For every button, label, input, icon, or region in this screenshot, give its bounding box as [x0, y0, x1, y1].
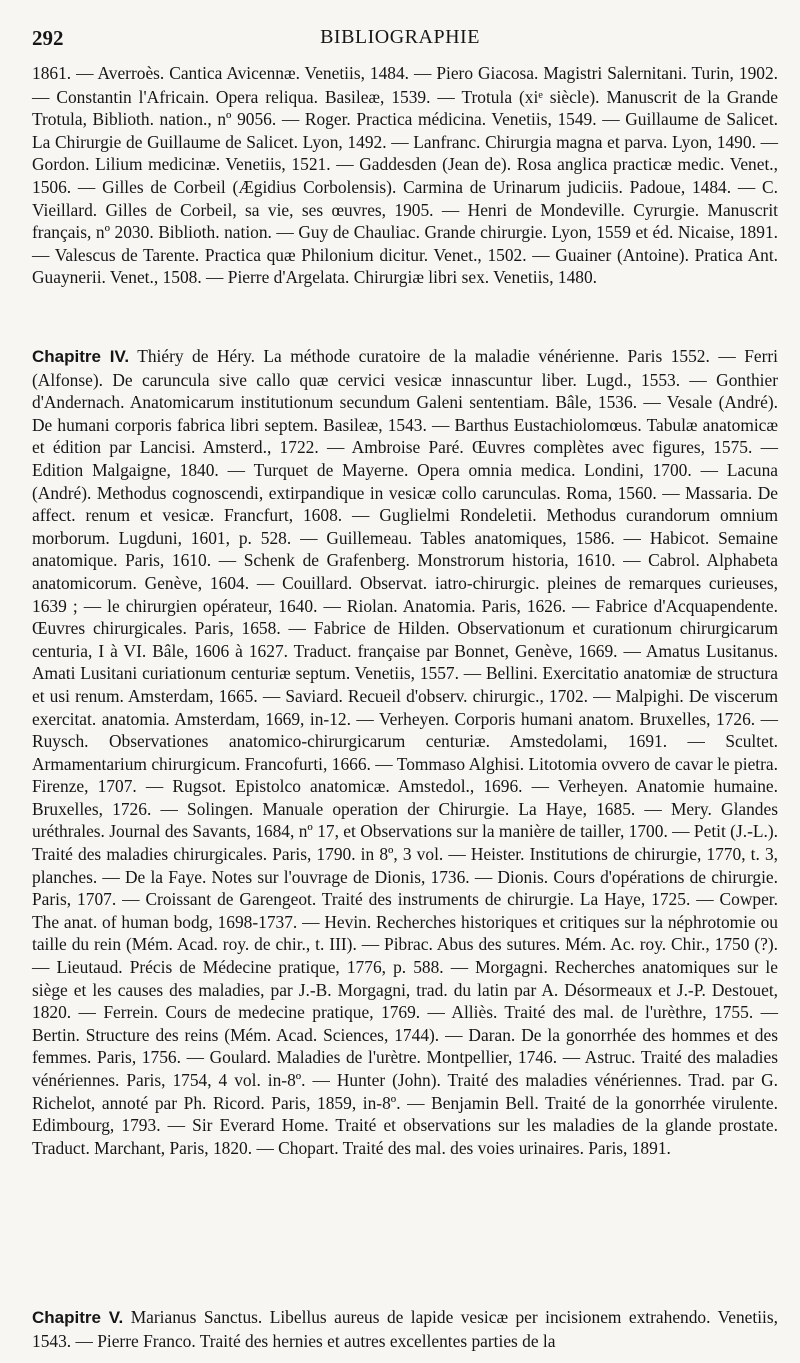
chapter-label: Chapitre IV.: [32, 347, 130, 366]
chapter-label: Chapitre V.: [32, 1308, 124, 1327]
paragraph-text: Thiéry de Héry. La méthode curatoire de la maladie vénérienne. Paris 1552. — Ferri (Alfonse). De caruncula sive callo quæ cervici vesicæ innascuntur liber. Lugd., 1553. — Gonthier d'Andernach. Anatomicarum institutionum secundum Galeni sententiam. Bâle, 1536. — Vesale (André). De humani corporis fabrica libri septem. Basileæ, 1543. — Barthus Eustachiolomœus. Tabulæ anatomicæ et édition par Lancisi. Amsterd., 1722. — Ambroise Paré. Œuvres complètes avec figures, 1575. — Edition Malgaigne, 1840. — Turquet de Mayerne. Opera omnia medica. Londini, 1700. — Lacuna (André). Methodus cognoscendi, extirpandique in vesicæ collo carunculas. Roma, 1560. — Massaria. De affect. renum et vesicæ. Francfurt, 1608. — Guglielmi Rondeletii. Methodus curandorum omnium morborum. Lugduni, 1601, p. 528. — Guillemeau. Tables anatomiques, 1586. — Habicot. Semaine anatomique. Paris, 1610. — Schenk de Grafenberg. Monstrorum historia, 1610. — Cabrol. Alphabeta anatomicorum. Genève, 1604. — Couillard. Observat. iatro-chirurgic. pleines de remarques curieuses, 1639 ; — le chirurgien opérateur, 1640. — Riolan. Anatomia. Paris, 1626. — Fabrice d'Acquapendente. Œuvres chirurgicales. Paris, 1658. — Fabrice de Hilden. Observationum et curationum chirurgicarum centuria, I à VI. Bâle, 1606 à 1627. Traduct. française par Bonnet, Genève, 1669. — Amatus Lusitanus. Amati Lusitani curiationum centuriæ septum. Venetiis, 1557. — Bellini. Exercitatio anatomiæ de structura et usi renum. Amsterdam, 1665. — Saviard. Recueil d'observ. chirurgic., 1702. — Malpighi. De viscerum exercitat. anatomia. Amsterdam, 1669, in-12. — Verheyen. Corporis humani anatom. Bruxelles, 1726. — Ruysch. Observationes anatomico-chirurgicarum centuriæ. Amstedolami, 1691. — Scultet. Armamentarium chirurgicum. Francofurti, 1666. — Tommaso Alghisi. Litotomia ovvero de cavar le pietra. Firenze, 1707. — Rugsot. Epistolco anatomicæ. Amstedol., 1696. — Verheyen. Anatomie humaine. Bruxelles, 1726. — Solingen. Manuale operation der Chirurgie. La Haye, 1685. — Mery. Glandes uréthrales. Journal des Savants, 1684, nº 17, et Observations sur la manière de tailler, 1700. — Petit (J.-L.). Traité des maladies chirurgicales. Paris, 1790. in 8º, 3 vol. — Heister. Institutions de chirurgie, 1770, t. 3, planches. — De la Faye. Notes sur l'ouvrage de Dionis, 1736. — Dionis. Cours d'opérations de chirurgie. Paris, 1707. — Croissant de Garengeot. Traité des instruments de chirurgie. La Haye, 1725. — Cowper. The anat. of human bodg, 1698-1737. — Hevin. Recherches historiques et critiques sur la néphrotomie ou taille du rein (Mém. Acad. roy. de chir., t. III). — Pibrac. Abus des sutures. Mém. Ac. roy. Chir., 1750 (?). — Lieutaud. Précis de Médecine pratique, 1776, p. 588. — Morgagni. Recherches anatomiques sur le siège et les causes des maladies, par J.-B. Morgagni, trad. du latin par A. Désormeaux et J.-P. Destouet, 1820. — Ferrein. Cours de medecine pratique, 1769. — Alliès. Traité des mal. de l'urèthre, 1755. — Bertin. Structure des reins (Mém. Acad. Sciences, 1744). — Daran. De la gonorrhée des hommes et des femmes. Paris, 1756. — Goulard. Maladies de l'urètre. Montpellier, 1746. — Astruc. Traité des maladies vénériennes. Paris, 1754, 4 vol. in-8º. — Hunter (John). Traité des maladies vénériennes. Trad. par G. Richelot, annoté par Ph. Ricord. Paris, 1859, in-8º. — Benjamin Bell. Traité de la gonorrhée virulente. Edimbourg, 1793. — Sir Everard Home. Traité et observations sur les maladies de la glande prostate. Traduct. Marchant, Paris, 1820. — Chopart. Traité des mal. des voies urinaires. Paris, 1891.: [32, 346, 778, 1158]
page-number: 292: [32, 26, 64, 50]
paragraph-text: Marianus Sanctus. Libellus aureus de lapide vesicæ per incisionem extrahendo. Venetiis, 1543. — Pierre Franco. Traité des hernies et autres excellentes parties de la: [32, 1307, 778, 1351]
paragraph-text: 1861. — Averroès. Cantica Avicennæ. Venetiis, 1484. — Piero Giacosa. Magistri Salernitani. Turin, 1902. — Constantin l'Africain. Opera reliqua. Basileæ, 1539. — Trotula (xiᵉ siècle). Manuscrit de la Grande Trotula, Biblioth. nation., nº 9056. — Roger. Practica médicina. Venetiis, 1549. — Guillaume de Salicet. La Chirurgie de Guillaume de Salicet. Lyon, 1492. — Lanfranc. Chirurgia magna et parva. Lyon, 1490. — Gordon. Lilium medicinæ. Venetiis, 1521. — Gaddesden (Jean de). Rosa anglica practicæ medic. Venet., 1506. — Gilles de Corbeil (Ægidius Corbolensis). Carmina de Urinarum judiciis. Padoue, 1484. — C. Vieillard. Gilles de Corbeil, sa vie, ses œuvres, 1905. — Henri de Mondeville. Cyrurgie. Manuscrit français, nº 2030. Biblioth. nation. — Guy de Chauliac. Grande chirurgie. Lyon, 1559 et éd. Nicaise, 1891. — Valescus de Tarente. Practica quæ Philonium dicitur. Venet., 1502. — Guainer (Antoine). Pratica Ant. Guaynerii. Venet., 1508. — Pierre d'Argelata. Chirurgiæ libri sex. Venetiis, 1480.: [32, 63, 778, 288]
page-header: [32, 26, 768, 56]
section-text: [32, 345, 778, 1159]
bibliography-section-chapitre-v: [32, 1306, 778, 1352]
bibliography-section-chapitre-iv: [32, 345, 778, 1159]
running-title: BIBLIOGRAPHIE: [320, 26, 480, 48]
section-text: [32, 1306, 778, 1352]
section-text: [32, 62, 778, 289]
bibliography-section-1: [32, 62, 778, 289]
